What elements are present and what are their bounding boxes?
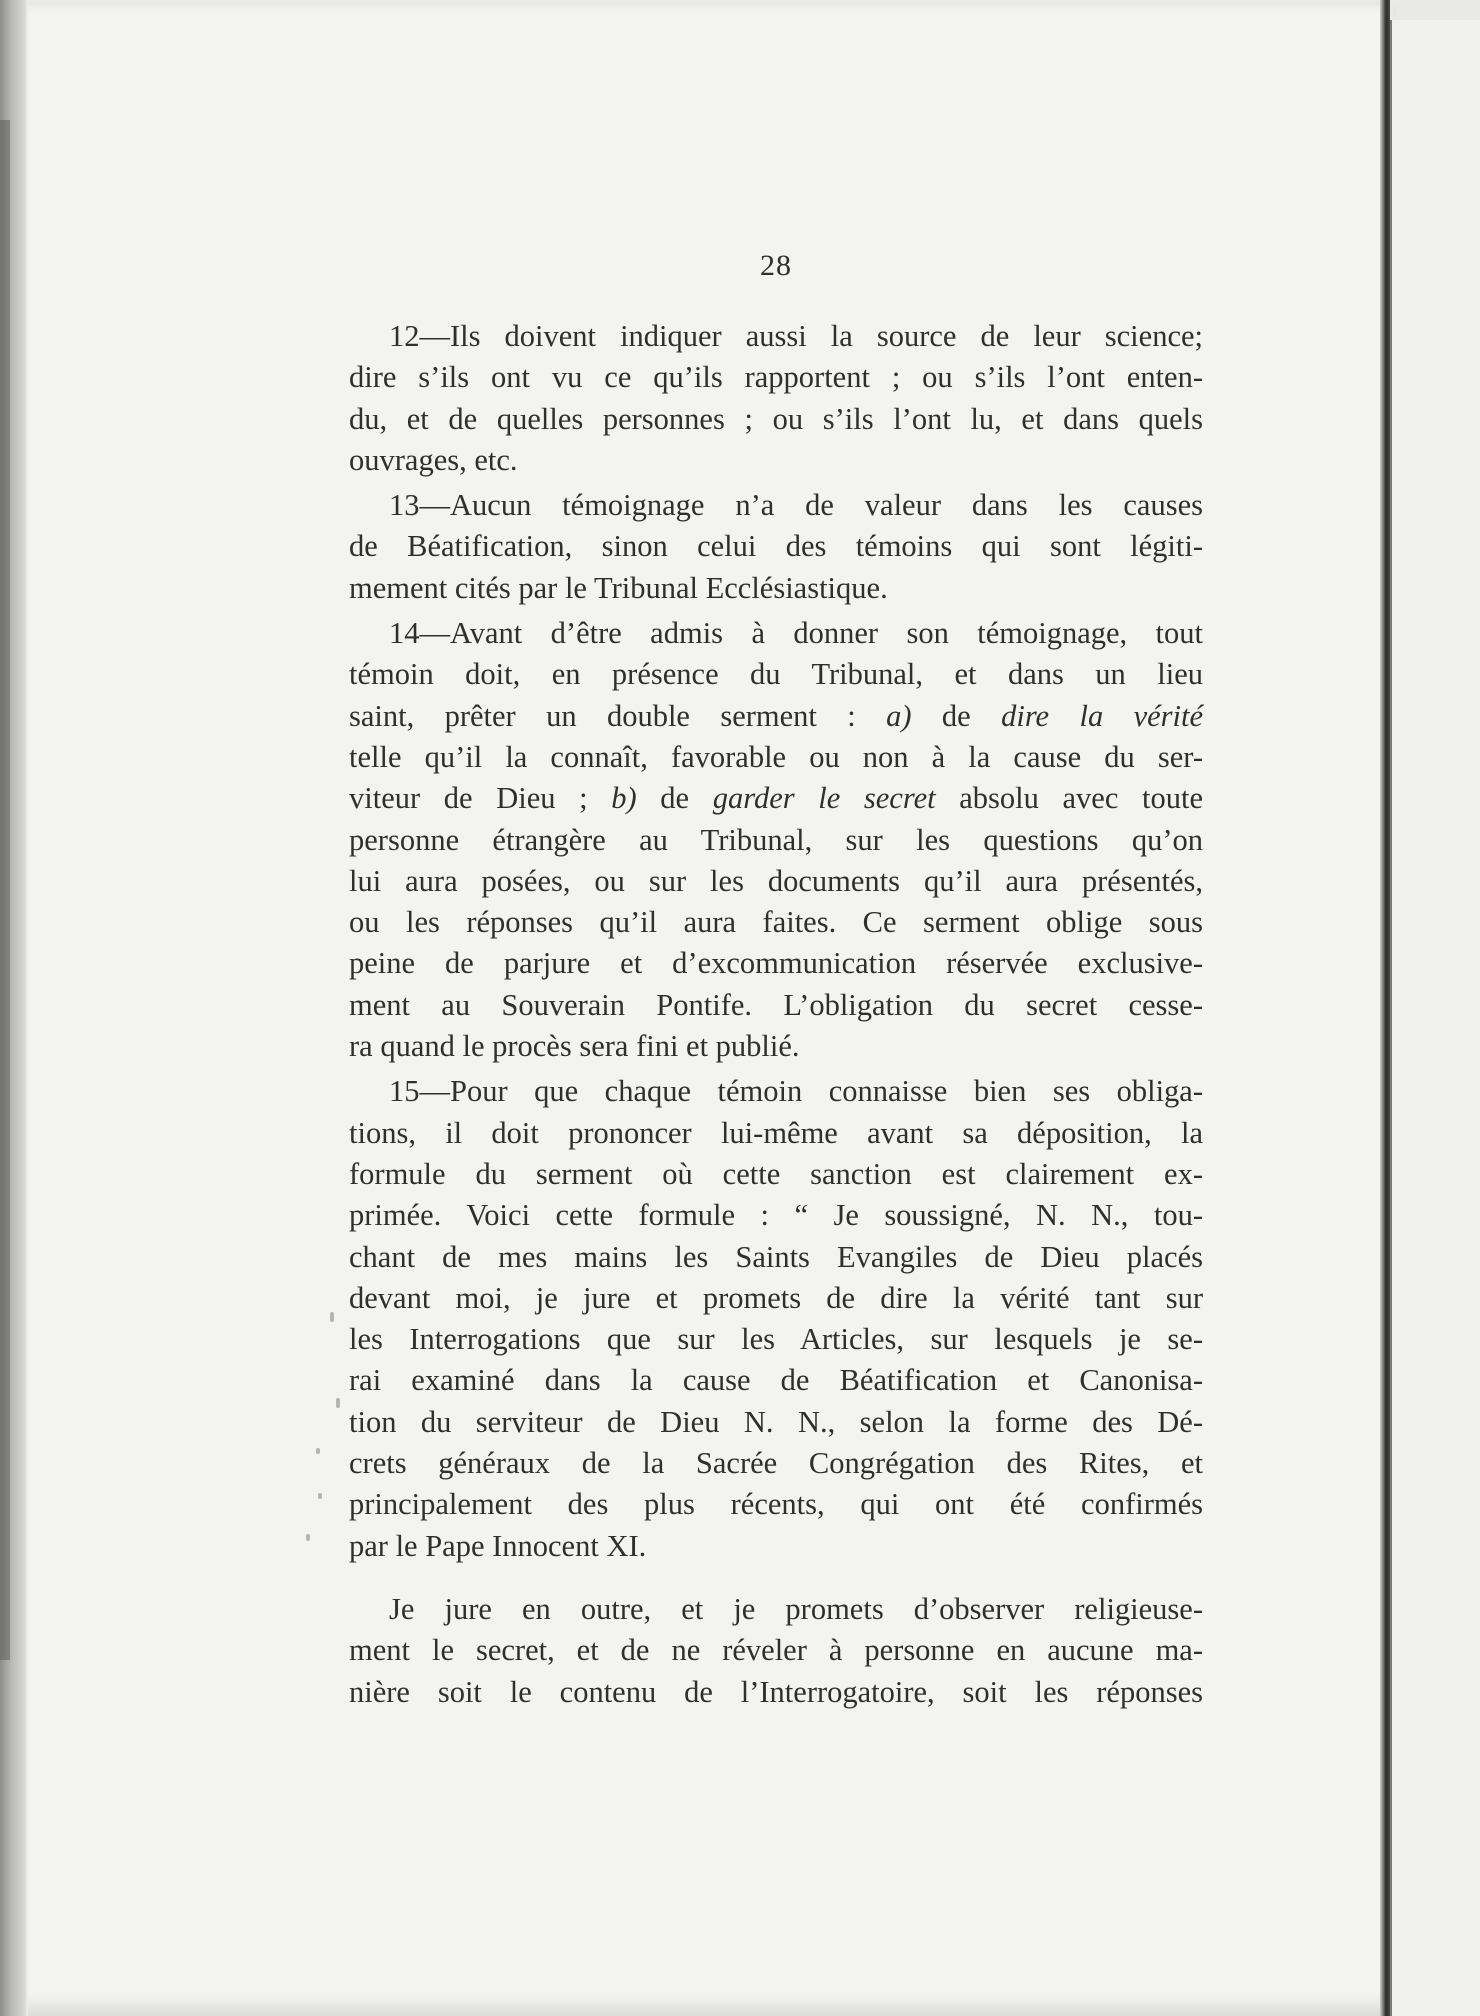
text-line bbox=[349, 696, 1203, 737]
next-page-edge bbox=[1390, 20, 1480, 2016]
text-line: de Béatification, sinon celui des témoins qui sont légiti- bbox=[349, 529, 1203, 564]
text-segment: saint, prêter un double serment : bbox=[349, 698, 887, 733]
text-line: primée. Voici cette formule : “ Je soussigné, N. N., tou- bbox=[349, 1198, 1203, 1233]
text-line: personne étrangère au Tribunal, sur les questions qu’on bbox=[349, 822, 1203, 857]
margin-speck bbox=[316, 1448, 320, 1454]
text-segment: de bbox=[911, 698, 1002, 733]
italic-phrase: dire la vérité bbox=[1001, 698, 1203, 733]
body-text bbox=[349, 316, 1203, 1713]
page-bottom-shadow bbox=[28, 1995, 1380, 2016]
text-line: mement cités par le Tribunal Ecclésiastique. bbox=[349, 570, 888, 605]
text-line: rai examiné dans la cause de Béatification et Canonisa- bbox=[349, 1363, 1203, 1398]
text-line: ou les réponses qu’il aura faites. Ce serment oblige sous bbox=[349, 905, 1203, 940]
margin-speck bbox=[306, 1534, 310, 1541]
text-line: les Interrogations que sur les Articles, sur lesquels je se- bbox=[349, 1322, 1203, 1357]
text-line: nière soit le contenu de l’Interrogatoire, soit les réponses bbox=[349, 1674, 1203, 1709]
text-line: ra quand le procès sera fini et publié. bbox=[349, 1029, 800, 1064]
margin-speck bbox=[330, 1312, 334, 1322]
text-line: lui aura posées, ou sur les documents qu’il aura présentés, bbox=[349, 863, 1203, 898]
text-line: chant de mes mains les Saints Evangiles de Dieu placés bbox=[349, 1239, 1203, 1274]
text-segment: de bbox=[636, 781, 713, 816]
text-line: crets généraux de la Sacrée Congrégation des Rites, et bbox=[349, 1446, 1203, 1481]
text-line: ment le secret, et de ne réveler à personne en aucune ma- bbox=[349, 1633, 1203, 1668]
italic-marker: b) bbox=[611, 781, 637, 816]
text-segment: absolu avec toute bbox=[935, 781, 1203, 816]
text-line: 13—Aucun témoignage n’a de valeur dans les causes bbox=[389, 488, 1203, 523]
text-segment: viteur de Dieu ; bbox=[349, 781, 612, 816]
text-line: témoin doit, en présence du Tribunal, et dans un lieu bbox=[349, 657, 1203, 692]
text-line: Je jure en outre, et je promets d’observer religieuse- bbox=[389, 1591, 1203, 1626]
text-line: dire s’ils ont vu ce qu’ils rapportent ; ou s’ils l’ont enten- bbox=[349, 360, 1203, 395]
margin-speck bbox=[318, 1493, 322, 1499]
page-number: 28 bbox=[760, 249, 792, 282]
text-line: ment au Souverain Pontife. L’obligation du secret cesse- bbox=[349, 987, 1203, 1022]
text-line: telle qu’il la connaît, favorable ou non à la cause du ser- bbox=[349, 739, 1203, 774]
text-line: devant moi, je jure et promets de dire la vérité tant sur bbox=[349, 1280, 1203, 1315]
text-line bbox=[349, 778, 1203, 819]
text-line: peine de parjure et d’excommunication réservée exclusive- bbox=[349, 946, 1203, 981]
left-binding-shadow bbox=[0, 120, 10, 1660]
text-line: formule du serment où cette sanction est clairement ex- bbox=[349, 1156, 1203, 1191]
text-line: 15—Pour que chaque témoin connaisse bien ses obliga- bbox=[389, 1074, 1203, 1109]
italic-marker: a) bbox=[886, 698, 912, 733]
text-line: 12—Ils doivent indiquer aussi la source de leur science; bbox=[389, 319, 1203, 353]
text-line: 14—Avant d’être admis à donner son témoignage, tout bbox=[389, 616, 1203, 651]
text-line: ouvrages, etc. bbox=[349, 442, 518, 477]
italic-phrase: garder le secret bbox=[712, 781, 936, 816]
text-line: tion du serviteur de Dieu N. N., selon la forme des Dé- bbox=[349, 1404, 1203, 1439]
text-line: du, et de quelles personnes ; ou s’ils l’ont lu, et dans quels bbox=[349, 401, 1203, 436]
text-line: tions, il doit prononcer lui-même avant sa déposition, la bbox=[349, 1115, 1203, 1150]
page-gutter bbox=[1380, 0, 1390, 2016]
text-line: principalement des plus récents, qui ont été confirmés bbox=[349, 1487, 1203, 1522]
margin-speck bbox=[336, 1398, 340, 1408]
text-line: par le Pape Innocent XI. bbox=[349, 1528, 647, 1563]
